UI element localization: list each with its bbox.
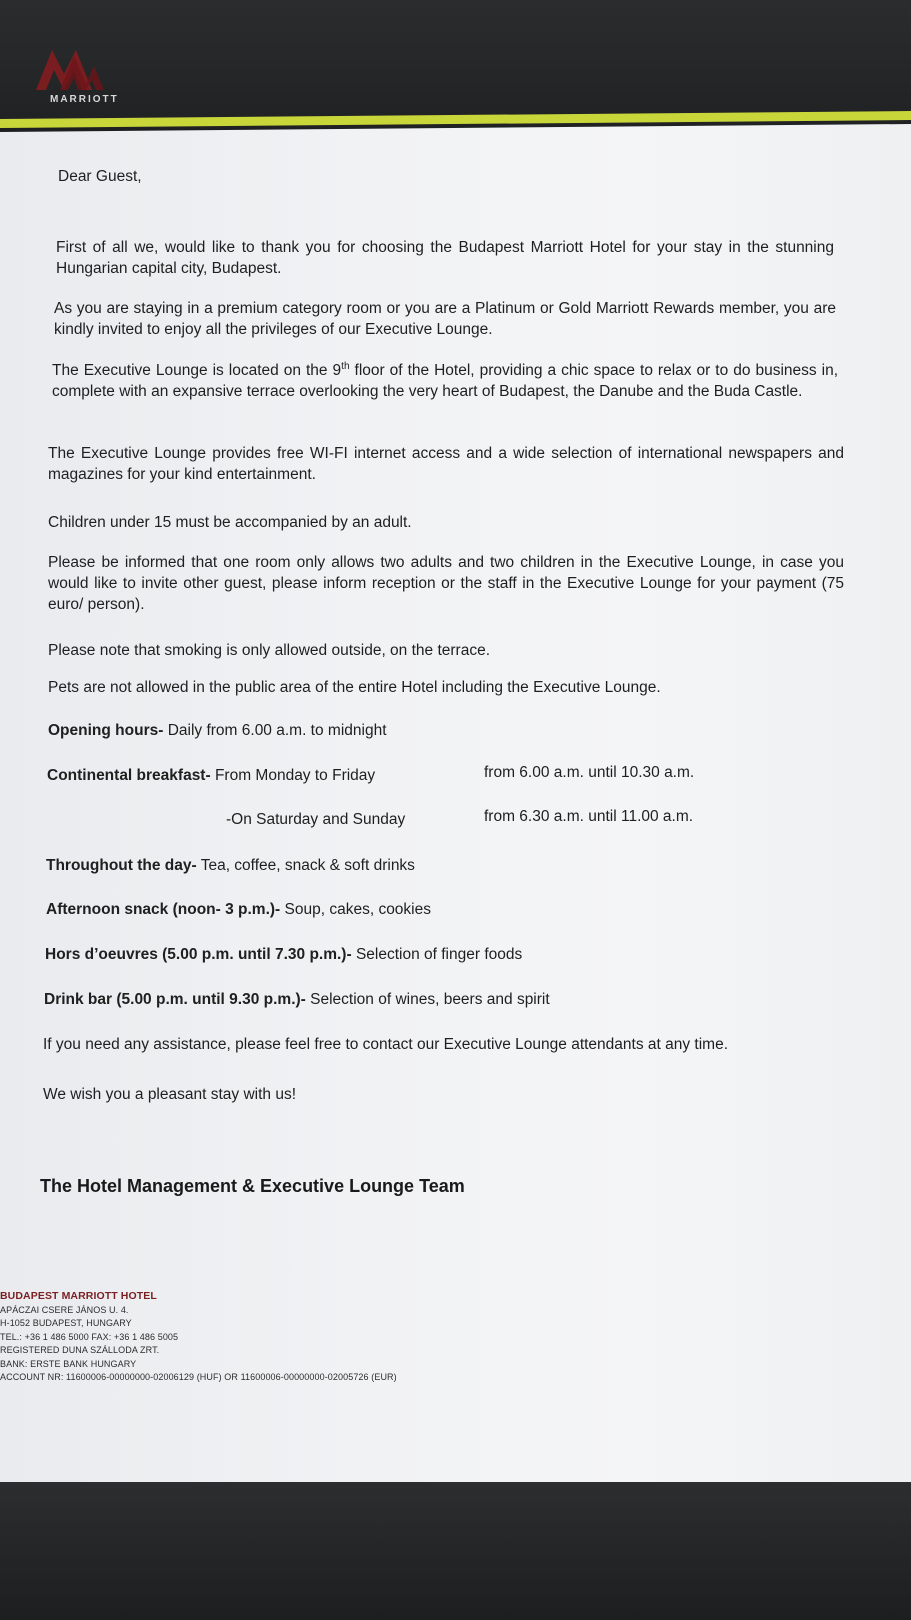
hotel-footer (0, 1290, 397, 1385)
paragraph-assistance: If you need any assistance, please feel free to contact our Executive Lounge attendants at any time. (43, 1036, 729, 1053)
marriott-m-icon (34, 44, 106, 92)
paragraph-invitation: As you are staying in a premium category room or you are a Platinum or Gold Marriott Rewards member, you are kindly invited to enjoy all the privileges of our Executive Lounge. (54, 300, 836, 338)
footer-registered-line: REGISTERED DUNA SZÁLLODA ZRT. (0, 1345, 160, 1355)
footer-city-line: H-1052 BUDAPEST, HUNGARY (0, 1318, 132, 1328)
logo-wordmark: MARRIOTT (50, 94, 119, 105)
footer-bank-line: BANK: ERSTE BANK HUNGARY (0, 1358, 137, 1369)
paragraph-thanks: First of all we, would like to thank you for choosing the Budapest Marriott Hotel for your stay in the stunning Hungarian capital city, Budapest. (56, 239, 834, 277)
paragraph-children: Children under 15 must be accompanied by an adult. (48, 514, 412, 531)
opening-hours: Opening hours- Daily from 6.00 a.m. to midnight (48, 722, 387, 739)
marriott-logo (34, 44, 134, 110)
paragraph-pets: Pets are not allowed in the public area of the entire Hotel including the Executive Lounge. (48, 679, 661, 696)
breakfast-weekend-time: from 6.30 a.m. until 11.00 a.m. (484, 808, 694, 825)
footer-account-line: ACCOUNT NR: 11600006-00000000-02006129 (HUF) OR 11600006-00000000-02005726 (EUR) (0, 1372, 397, 1382)
paragraph-guests: Please be informed that one room only allows two adults and two children in the Executive Lounge, in case you would like to invite other guest, please inform reception or the staff in the Executive Lounge for your payment (75 euro/ person). (48, 554, 844, 613)
drink-bar: Drink bar (5.00 p.m. until 9.30 p.m.)- Selection of wines, beers and spirit (44, 991, 550, 1008)
hors-doeuvres: Hors d’oeuvres (5.00 p.m. until 7.30 p.m.)- Selection of finger foods (45, 946, 523, 963)
paragraph-smoking: Please note that smoking is only allowed outside, on the terrace. (48, 642, 491, 659)
breakfast-weekday: Continental breakfast- From Monday to Friday (47, 767, 376, 784)
paragraph-wish: We wish you a pleasant stay with us! (43, 1086, 297, 1103)
salutation: Dear Guest, (58, 168, 142, 185)
afternoon-snack: Afternoon snack (noon- 3 p.m.)- Soup, cakes, cookies (46, 901, 431, 918)
photo-background-bottom (0, 1478, 911, 1620)
breakfast-weekday-time: from 6.00 a.m. until 10.30 a.m. (484, 764, 695, 781)
breakfast-weekend: -On Saturday and Sunday (226, 811, 406, 828)
photo-background-top (0, 0, 911, 128)
footer-address-line: APÁCZAI CSERE JÁNOS U. 4. (0, 1304, 129, 1315)
footer-phone-line: TEL.: +36 1 486 5000 FAX: +36 1 486 5005 (0, 1331, 179, 1342)
paragraph-location: The Executive Lounge is located on the 9th floor of the Hotel, providing a chic space to relax or to do business in, complete with an expansive terrace overlooking the very heart of Budapest, the Danube and the Buda Castle. (52, 360, 838, 400)
footer-hotel-name: BUDAPEST MARRIOTT HOTEL (0, 1290, 157, 1302)
throughout-day: Throughout the day- Tea, coffee, snack & soft drinks (46, 857, 415, 874)
paragraph-wifi: The Executive Lounge provides free WI-FI internet access and a wide selection of international newspapers and magazines for your kind entertainment. (48, 445, 844, 483)
signature: The Hotel Management & Executive Lounge Team (40, 1176, 465, 1196)
